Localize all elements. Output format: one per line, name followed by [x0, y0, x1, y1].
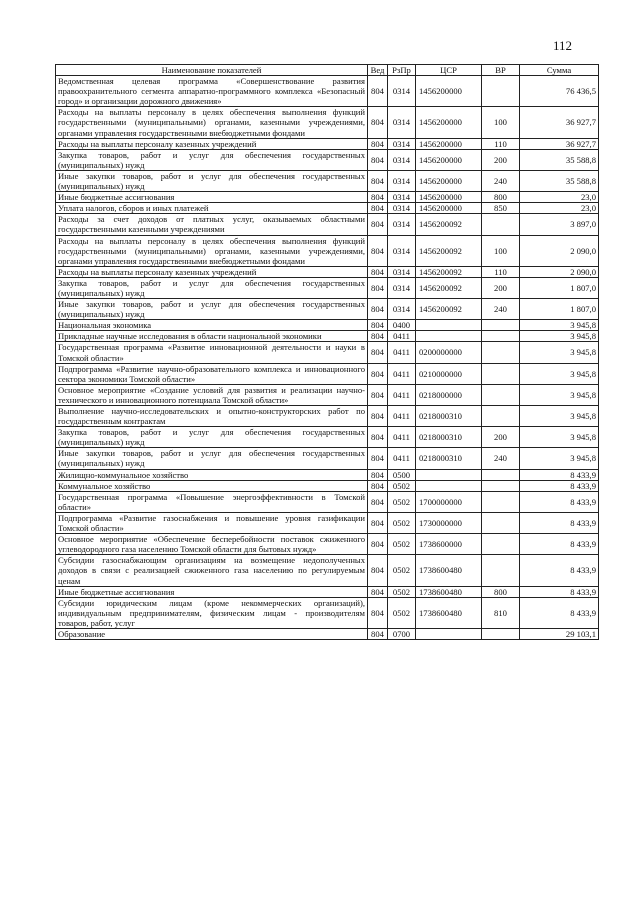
cell-name: Иные бюджетные ассигнования: [56, 192, 368, 203]
cell-csr: 1456200000: [416, 107, 482, 138]
cell-csr: 1738600480: [416, 586, 482, 597]
cell-name: Субсидии газоснабжающим организациям на возмещение недополученных доходов в связи с реализацией сжиженного газа населению по регулируемым ценам: [56, 555, 368, 586]
cell-ved: 804: [368, 107, 388, 138]
cell-ved: 804: [368, 320, 388, 331]
cell-ved: 804: [368, 384, 388, 405]
cell-rzpr: 0314: [388, 277, 416, 298]
cell-sum: 3 945,8: [520, 384, 599, 405]
cell-rzpr: 0500: [388, 469, 416, 480]
cell-vr: [482, 214, 520, 235]
cell-sum: 3 897,0: [520, 214, 599, 235]
cell-sum: 3 945,8: [520, 320, 599, 331]
cell-csr: [416, 469, 482, 480]
cell-vr: [482, 363, 520, 384]
cell-rzpr: 0314: [388, 170, 416, 191]
cell-vr: [482, 384, 520, 405]
cell-csr: 1456200092: [416, 299, 482, 320]
cell-rzpr: 0411: [388, 448, 416, 469]
cell-sum: 76 436,5: [520, 76, 599, 107]
cell-csr: [416, 480, 482, 491]
cell-sum: 3 945,8: [520, 406, 599, 427]
header-ved: Вед: [368, 65, 388, 76]
cell-rzpr: 0411: [388, 427, 416, 448]
cell-csr: [416, 628, 482, 639]
cell-csr: 0218000310: [416, 427, 482, 448]
cell-name: Коммунальное хозяйство: [56, 480, 368, 491]
cell-csr: [416, 320, 482, 331]
cell-rzpr: 0502: [388, 534, 416, 555]
cell-csr: 1456200000: [416, 138, 482, 149]
table-row: [56, 76, 599, 107]
cell-vr: [482, 491, 520, 512]
cell-sum: 8 433,9: [520, 491, 599, 512]
cell-rzpr: 0314: [388, 214, 416, 235]
cell-ved: 804: [368, 331, 388, 342]
cell-name: Иные закупки товаров, работ и услуг для обеспечения государственных (муниципальных) нужд: [56, 448, 368, 469]
cell-sum: 3 945,8: [520, 363, 599, 384]
cell-name: Расходы на выплаты персоналу в целях обеспечения выполнения функций государственными (муниципальными) органами, казенными учреждениями, органами управления государственными внебюджетными фондами: [56, 235, 368, 266]
cell-sum: 35 588,8: [520, 170, 599, 191]
cell-vr: 800: [482, 586, 520, 597]
table-row: [56, 448, 599, 469]
cell-csr: 0218000310: [416, 406, 482, 427]
cell-ved: 804: [368, 534, 388, 555]
cell-sum: 8 433,9: [520, 534, 599, 555]
cell-sum: 8 433,9: [520, 597, 599, 628]
cell-ved: 804: [368, 266, 388, 277]
table-row: [56, 628, 599, 639]
cell-vr: 240: [482, 299, 520, 320]
cell-vr: [482, 512, 520, 533]
cell-csr: 1456200000: [416, 149, 482, 170]
header-csr: ЦСР: [416, 65, 482, 76]
cell-sum: 1 807,0: [520, 299, 599, 320]
cell-rzpr: 0502: [388, 480, 416, 491]
cell-vr: [482, 331, 520, 342]
cell-name: Образование: [56, 628, 368, 639]
page-number: 112: [553, 38, 573, 53]
cell-ved: 804: [368, 149, 388, 170]
table-row: [56, 299, 599, 320]
cell-rzpr: 0411: [388, 384, 416, 405]
cell-sum: 29 103,1: [520, 628, 599, 639]
cell-sum: 1 807,0: [520, 277, 599, 298]
cell-ved: 804: [368, 597, 388, 628]
cell-ved: 804: [368, 299, 388, 320]
cell-vr: 100: [482, 235, 520, 266]
cell-sum: 8 433,9: [520, 512, 599, 533]
table-row: [56, 192, 599, 203]
cell-name: Основное мероприятие «Создание условий для развития и реализации научно-технического и инновационного потенциала Томской области»: [56, 384, 368, 405]
cell-ved: 804: [368, 76, 388, 107]
cell-rzpr: 0314: [388, 76, 416, 107]
header-sum: Сумма: [520, 65, 599, 76]
cell-name: Иные закупки товаров, работ и услуг для обеспечения государственных (муниципальных) нужд: [56, 170, 368, 191]
cell-csr: 1730000000: [416, 512, 482, 533]
cell-ved: 804: [368, 203, 388, 214]
cell-name: Расходы за счет доходов от платных услуг, оказываемых областными государственными казенными учреждениями: [56, 214, 368, 235]
table-row: [56, 107, 599, 138]
cell-name: Выполнение научно-исследовательских и опытно-конструкторских работ по государственным контрактам: [56, 406, 368, 427]
cell-vr: 100: [482, 107, 520, 138]
cell-ved: 804: [368, 138, 388, 149]
table-row: [56, 555, 599, 586]
cell-ved: 804: [368, 555, 388, 586]
table-row: [56, 149, 599, 170]
cell-sum: 23,0: [520, 203, 599, 214]
cell-csr: 1456200000: [416, 203, 482, 214]
cell-vr: 800: [482, 192, 520, 203]
cell-ved: 804: [368, 170, 388, 191]
cell-sum: 3 945,8: [520, 448, 599, 469]
cell-sum: 3 945,8: [520, 427, 599, 448]
cell-name: Уплата налогов, сборов и иных платежей: [56, 203, 368, 214]
table-row: [56, 427, 599, 448]
header-rzpr: РзПр: [388, 65, 416, 76]
cell-name: Иные закупки товаров, работ и услуг для обеспечения государственных (муниципальных) нужд: [56, 299, 368, 320]
cell-sum: 8 433,9: [520, 586, 599, 597]
cell-sum: 8 433,9: [520, 469, 599, 480]
cell-vr: 200: [482, 427, 520, 448]
cell-sum: 8 433,9: [520, 555, 599, 586]
cell-ved: 804: [368, 214, 388, 235]
cell-csr: 0210000000: [416, 363, 482, 384]
cell-rzpr: 0502: [388, 586, 416, 597]
cell-ved: 804: [368, 342, 388, 363]
cell-name: Ведомственная целевая программа «Совершенствование развития правоохранительного сегмента аппаратно-программного комплекса «Безопасный город» и организации дорожного движения»: [56, 76, 368, 107]
table-row: [56, 331, 599, 342]
cell-vr: [482, 534, 520, 555]
cell-ved: 804: [368, 480, 388, 491]
cell-csr: 1738600480: [416, 597, 482, 628]
cell-sum: 8 433,9: [520, 480, 599, 491]
cell-name: Расходы на выплаты персоналу в целях обеспечения выполнения функций государственными (муниципальными) органами, казенными учреждениями, органами управления государственными внебюджетными фондами: [56, 107, 368, 138]
cell-csr: 1456200092: [416, 277, 482, 298]
table-row: [56, 320, 599, 331]
cell-vr: 810: [482, 597, 520, 628]
cell-csr: 1456200092: [416, 266, 482, 277]
cell-name: Государственная программа «Развитие инновационной деятельности и науки в Томской области»: [56, 342, 368, 363]
budget-table: [55, 64, 599, 640]
cell-rzpr: 0411: [388, 331, 416, 342]
cell-rzpr: 0700: [388, 628, 416, 639]
cell-sum: 23,0: [520, 192, 599, 203]
cell-rzpr: 0411: [388, 406, 416, 427]
cell-ved: 804: [368, 406, 388, 427]
cell-rzpr: 0314: [388, 149, 416, 170]
table-row: [56, 491, 599, 512]
cell-ved: 804: [368, 628, 388, 639]
cell-vr: 110: [482, 266, 520, 277]
cell-vr: [482, 469, 520, 480]
table-row: [56, 235, 599, 266]
table-row: [56, 203, 599, 214]
cell-csr: 1738600480: [416, 555, 482, 586]
table-row: [56, 406, 599, 427]
table-row: [56, 266, 599, 277]
cell-rzpr: 0314: [388, 235, 416, 266]
cell-sum: 36 927,7: [520, 107, 599, 138]
cell-vr: 850: [482, 203, 520, 214]
cell-name: Иные бюджетные ассигнования: [56, 586, 368, 597]
cell-rzpr: 0314: [388, 299, 416, 320]
cell-name: Жилищно-коммунальное хозяйство: [56, 469, 368, 480]
cell-csr: 1456200000: [416, 192, 482, 203]
cell-rzpr: 0314: [388, 138, 416, 149]
cell-sum: 3 945,8: [520, 331, 599, 342]
cell-vr: [482, 406, 520, 427]
cell-name: Подпрограмма «Развитие научно-образовательного комплекса и инновационного сектора экономики Томской области»: [56, 363, 368, 384]
table-row: [56, 170, 599, 191]
table-row: [56, 342, 599, 363]
cell-ved: 804: [368, 469, 388, 480]
cell-rzpr: 0314: [388, 266, 416, 277]
cell-csr: 1456200000: [416, 76, 482, 107]
cell-rzpr: 0314: [388, 107, 416, 138]
cell-vr: [482, 342, 520, 363]
cell-ved: 804: [368, 235, 388, 266]
cell-rzpr: 0502: [388, 491, 416, 512]
table-body: [56, 76, 599, 640]
cell-name: Расходы на выплаты персоналу казенных учреждений: [56, 138, 368, 149]
cell-name: Национальная экономика: [56, 320, 368, 331]
cell-name: Государственная программа «Повышение энергоэффективности в Томской области»: [56, 491, 368, 512]
table-row: [56, 384, 599, 405]
header-name: Наименование показателей: [56, 65, 368, 76]
cell-sum: 35 588,8: [520, 149, 599, 170]
cell-csr: 0218000000: [416, 384, 482, 405]
table-header-row: [56, 65, 599, 76]
cell-ved: 804: [368, 448, 388, 469]
cell-rzpr: 0411: [388, 342, 416, 363]
cell-vr: 200: [482, 277, 520, 298]
cell-csr: 1456200092: [416, 214, 482, 235]
cell-rzpr: 0400: [388, 320, 416, 331]
cell-sum: 2 090,0: [520, 266, 599, 277]
cell-rzpr: 0314: [388, 203, 416, 214]
cell-sum: 36 927,7: [520, 138, 599, 149]
cell-name: Закупка товаров, работ и услуг для обеспечения государственных (муниципальных) нужд: [56, 277, 368, 298]
cell-vr: 240: [482, 448, 520, 469]
table-row: [56, 480, 599, 491]
cell-rzpr: 0502: [388, 597, 416, 628]
cell-sum: 2 090,0: [520, 235, 599, 266]
cell-name: Субсидии юридическим лицам (кроме некоммерческих организаций), индивидуальным предпринимателям, физическим лицам - производителям товаров, работ, услуг: [56, 597, 368, 628]
table-row: [56, 597, 599, 628]
cell-csr: 1738600000: [416, 534, 482, 555]
cell-vr: [482, 628, 520, 639]
table-row: [56, 277, 599, 298]
cell-vr: [482, 76, 520, 107]
cell-ved: 804: [368, 363, 388, 384]
cell-csr: 0200000000: [416, 342, 482, 363]
cell-name: Закупка товаров, работ и услуг для обеспечения государственных (муниципальных) нужд: [56, 427, 368, 448]
table-row: [56, 363, 599, 384]
cell-csr: 0218000310: [416, 448, 482, 469]
cell-vr: 110: [482, 138, 520, 149]
cell-vr: [482, 480, 520, 491]
table-row: [56, 586, 599, 597]
cell-ved: 804: [368, 192, 388, 203]
table-row: [56, 214, 599, 235]
cell-ved: 804: [368, 427, 388, 448]
table-row: [56, 534, 599, 555]
cell-vr: [482, 320, 520, 331]
cell-rzpr: 0314: [388, 192, 416, 203]
cell-ved: 804: [368, 512, 388, 533]
cell-csr: 1456200000: [416, 170, 482, 191]
table-row: [56, 138, 599, 149]
cell-csr: 1456200092: [416, 235, 482, 266]
cell-name: Расходы на выплаты персоналу казенных учреждений: [56, 266, 368, 277]
cell-ved: 804: [368, 491, 388, 512]
cell-vr: [482, 555, 520, 586]
header-vr: ВР: [482, 65, 520, 76]
cell-vr: 240: [482, 170, 520, 191]
cell-csr: [416, 331, 482, 342]
cell-name: Закупка товаров, работ и услуг для обеспечения государственных (муниципальных) нужд: [56, 149, 368, 170]
cell-ved: 804: [368, 277, 388, 298]
cell-rzpr: 0411: [388, 363, 416, 384]
cell-sum: 3 945,8: [520, 342, 599, 363]
cell-name: Подпрограмма «Развитие газоснабжения и повышение уровня газификации Томской области»: [56, 512, 368, 533]
table-row: [56, 512, 599, 533]
cell-rzpr: 0502: [388, 555, 416, 586]
cell-name: Прикладные научные исследования в области национальной экономики: [56, 331, 368, 342]
cell-vr: 200: [482, 149, 520, 170]
cell-name: Основное мероприятие «Обеспечение бесперебойности поставок сжиженного углеводородного газа населению Томской области для бытовых нужд»: [56, 534, 368, 555]
cell-ved: 804: [368, 586, 388, 597]
cell-csr: 1700000000: [416, 491, 482, 512]
cell-rzpr: 0502: [388, 512, 416, 533]
table-row: [56, 469, 599, 480]
